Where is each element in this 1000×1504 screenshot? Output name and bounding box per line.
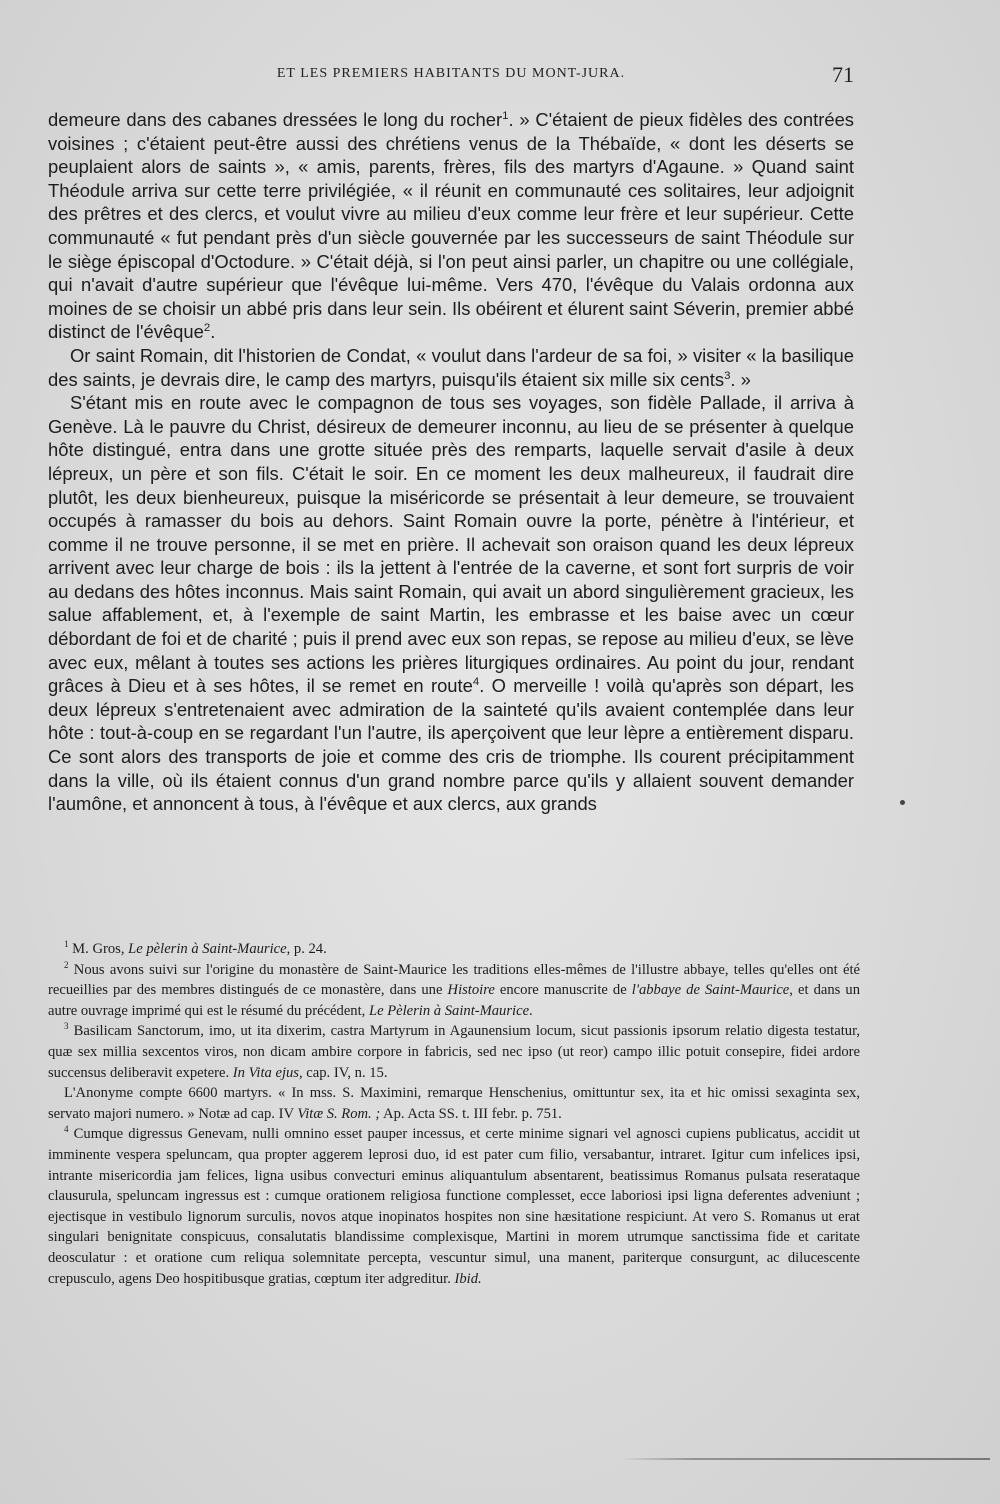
footnote-text: Basilicam Sanctorum, imo, ut ita dixerim, castra Martyrum in Agaunensium locum, sicut passionis ipsorum relatio digesta testatur, quæ sex millia sexcentos viros, non dicam ambire corpore in fabricis, sed nec ipso (ut reor) campo illic potuit consepire, fidei ardore succensus deliberavit expetere. — [48, 1023, 860, 1081]
footnote-title: Vitæ S. Rom. ; — [297, 1105, 381, 1122]
paragraph-1 — [48, 108, 854, 344]
footnote-3-continued — [48, 1083, 860, 1124]
footnote-title: l'abbaye de Saint-Maurice — [631, 982, 790, 999]
page-number: 71 — [832, 62, 854, 87]
running-head — [48, 62, 854, 88]
footnote-text: Nous avons suivi sur l'origine du monastère de Saint-Maurice les traditions elles-mêmes de l'illustre abbaye, telles qu'elles ont été recueillies par des membres distingués de ce monastère, dans une — [48, 961, 860, 999]
footnote-text: Ap. Acta SS. t. III febr. p. 751. — [380, 1105, 562, 1122]
footnote-title: In Vita ejus, — [232, 1064, 303, 1081]
footnote-text: , et dans un autre ouvrage imprimé qui est le résumé du précédent, — [48, 982, 860, 1019]
paragraph-3 — [48, 391, 854, 816]
footnote-title: Ibid. — [454, 1270, 482, 1287]
paragraph-2 — [48, 344, 854, 391]
paragraph-1-text: demeure dans des cabanes dressées le long du rocher — [48, 109, 503, 130]
footnote-text: Cumque digressus Genevam, nulli omnino esset pauper incessus, et certe minime signari vel agnosci cupiens publicatus, accidit ut imminente vespera speluncam, qua propter aggerem leprosi duo, id est pater cum filio, versabantur, intraret. Igitur cum infelices ipsi, intrante misericordia jam felices, ligna usibus convecturi eminus aliquantulum absentarent, beatissimus Romanus pulsata reserataque clausurula, speluncam ingressus est : cumque orationem religiosa functione complesset, ecce laboriosi ipsi ligna deferentes adveniunt ; ejectisque in vestibulo lignorum surculis, novos atque inopinatos hospites non sine hæsitatione respiciunt. At vero S. Romanus ut erat singulari benignitate conspicuus, consalutatis blandissime complexisque, Martini in morem utrumque sanctissima fide et caritate deosculatur : et oratione cum reliqua solemnitate percepta, vescuntur simul, una manent, pariterque consurgunt, ac dilucescente crepusculo, agens Deo hospitibusque gratias, cœptum iter adgreditur. — [48, 1126, 860, 1287]
footnote-ref-2: 2 — [203, 322, 211, 335]
footnote-text: M. Gros, — [68, 941, 129, 957]
paragraph-1-text: . — [210, 321, 216, 343]
body-text — [48, 108, 854, 816]
ink-speck — [900, 800, 905, 805]
footnote-ref-1: 1 — [502, 109, 509, 122]
footnote-4 — [48, 1124, 860, 1289]
footnote-text: encore manuscrite de — [494, 982, 632, 999]
footnote-text: L'Anonyme compte 6600 martyrs. « In mss. S. Maximini, remarque Henschenius, omittuntur sex, ita et hic omissi sexaginta sex, servato majori numero. » Notæ ad cap. IV — [48, 1085, 860, 1122]
paragraph-1-text: . » C'étaient de pieux fidèles des contrées voisines ; c'étaient peut-être aussi des chrétiens venus de la Thébaïde, « dont les déserts se peuplaient alors de saints », « amis, parents, frères, fils des martyrs d'Agaune. » Quand saint Théodule arriva sur cette terre privilégiée, « il réunit en communauté ces solitaires, leur adjoignit des prêtres et des clercs, et voulut vivre au milieu d'eux comme leur frère et leur supérieur. Cette communauté « fut pendant près d'un siècle gouvernée par les successeurs de saint Théodule sur le siège épiscopal d'Octodure. » C'était déjà, si l'on peut ainsi parler, un chapitre ou une collégiale, qui n'avait d'autre supérieur que l'évêque lui-même. Vers 470, l'évêque du Valais ordonna aux moines de se choisir un abbé pris dans leur sein. Ils obéirent et élurent saint Séverin, premier abbé distinct de l'évêque — [48, 109, 854, 343]
footnote-text: , p. 24. — [286, 941, 327, 957]
footnote-title: Histoire — [447, 982, 495, 999]
footnote-1 — [48, 939, 860, 960]
running-title: ET LES PREMIERS HABITANTS DU MONT-JURA. — [276, 66, 626, 81]
footnote-number: 4 — [64, 1124, 69, 1135]
footnotes — [48, 939, 860, 1289]
footnote-text: cap. IV, n. 15. — [302, 1064, 388, 1081]
footnote-ref-3: 3 — [724, 369, 731, 382]
footnote-title: Le pèlerin à Saint-Maurice — [128, 941, 287, 957]
footnote-number: 2 — [64, 959, 69, 970]
footnote-3 — [48, 1021, 860, 1083]
footnote-number: 1 — [64, 939, 69, 950]
footnote-number: 3 — [64, 1021, 69, 1032]
bottom-rule — [620, 1458, 990, 1460]
footnote-ref-4: 4 — [472, 676, 480, 689]
footnote-text: . — [529, 1002, 533, 1019]
paragraph-2-text: Or saint Romain, dit l'historien de Condat, « voulut dans l'ardeur de sa foi, » visiter « la basilique des saints, je devrais dire, le camp des martyrs, puisqu'ils étaient six mille six cents — [48, 344, 854, 390]
paragraph-3-text: . O merveille ! voilà qu'après son départ, les deux lépreux s'entretenaient avec admiration de la sainteté qu'ils avaient contemplée dans leur hôte : tout-à-coup en se regardant l'un l'autre, ils aperçoivent que leur lèpre a entièrement disparu. Ce sont alors des transports de joie et comme des cris de triomphe. Ils courent précipitamment dans la ville, où ils étaient connus d'un grand nombre parce qu'ils y allaient souvent demander l'aumône, et annoncent à tous, à l'évêque et aux clercs, aux grands — [48, 675, 854, 815]
footnote-title: Le Pèlerin à Saint-Maurice — [368, 1002, 530, 1019]
paragraph-3-text: S'étant mis en route avec le compagnon de tous ses voyages, son fidèle Pallade, il arriva à Genève. Là le pauvre du Christ, désireux de demeurer inconnu, au lieu de se présenter à quelque hôte distingué, entra dans une grotte située près des remparts, laquelle servait d'asile à deux lépreux, un père et son fils. C'était le soir. En ce moment les deux malheureux, il faudrait dire plutôt, les deux bienheureux, puisque la miséricorde se présentait à leur demeure, se trouvaient occupés à ramasser du bois au dehors. Saint Romain ouvre la porte, pénètre à l'intérieur, et comme il ne trouve personne, il se met en prière. Il achevait son oraison quand les deux lépreux arrivent avec leur charge de bois : ils la jettent à l'entrée de la caverne, et sont fort surpris de voir au dedans des hôtes inconnus. Mais saint Romain, qui avait un abord singulièrement gracieux, les salue affablement, et, à l'exemple de saint Martin, les embrasse et les baise avec un cœur débordant de foi et de charité ; puis il prend avec eux son repas, se repose au milieu d'eux, se lève avec eux, mêlant à toutes ses actions les prières liturgiques ordinaires. Au point du jour, rendant grâces à Dieu et à ses hôtes, il se remet en route — [48, 392, 854, 697]
paragraph-2-text: . » — [730, 368, 751, 390]
footnote-2 — [48, 960, 860, 1022]
